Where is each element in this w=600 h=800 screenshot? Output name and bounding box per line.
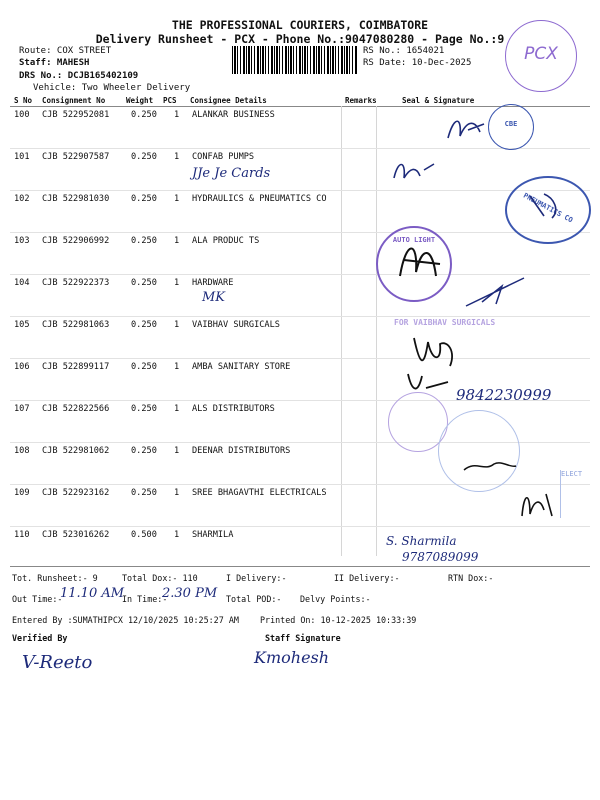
signature-row-103 <box>392 236 448 288</box>
row-divider <box>10 232 590 233</box>
pcx-logo-text: PCX <box>524 44 558 64</box>
signature-row-108 <box>462 456 518 476</box>
row-pcs: 1 <box>174 194 180 204</box>
row-sno: 103 <box>14 236 30 246</box>
col-pcs: PCS <box>163 96 177 105</box>
staff-signature: Kmohesh <box>254 648 330 667</box>
stamp-row-100 <box>488 104 534 150</box>
drs-number: DRS No.: DCJB165402109 <box>19 71 139 81</box>
row-weight: 0.500 <box>131 530 157 540</box>
stamp-row-109 <box>560 470 600 518</box>
runsheet-subtitle: Delivery Runsheet - PCX - Phone No.:9047080280 - Page No.:9 <box>95 32 505 46</box>
in-time-value: 2.30 PM <box>162 586 218 601</box>
row-consignment: CJB 522922373 <box>42 278 110 288</box>
route-label: Route: COX STREET <box>19 46 112 56</box>
signature-row-109 <box>516 486 556 522</box>
stamp-row-108 <box>438 410 520 492</box>
row-consignment: CJB 522906992 <box>42 236 110 246</box>
row-weight: 0.250 <box>131 110 157 120</box>
tot-runsheet: Tot. Runsheet:- 9 <box>12 573 98 583</box>
staff-label: Staff: MAHESH <box>19 58 90 68</box>
row-sno: 104 <box>14 278 30 288</box>
row-weight: 0.250 <box>131 362 157 372</box>
delvy-points: Delvy Points:- <box>300 594 371 604</box>
row-consignee: SREE BHAGAVTHI ELECTRICALS <box>192 488 327 498</box>
col-weight: Weight <box>126 96 154 105</box>
total-pod: Total POD:- <box>226 594 282 604</box>
signature-row-104 <box>462 272 528 312</box>
col-remarks: Remarks <box>345 96 377 105</box>
row-pcs: 1 <box>174 110 180 120</box>
stamp-row-105: FOR VAIBHAV SURGICALS <box>394 318 496 327</box>
row-consignee: ALANKAR BUSINESS <box>192 110 275 120</box>
row-consignment: CJB 522923162 <box>42 488 110 498</box>
stamp-text: AUTO LIGHT <box>392 236 436 244</box>
row-consignment: CJB 522981030 <box>42 194 110 204</box>
row-pcs: 1 <box>174 320 180 330</box>
row-consignee: AMBA SANITARY STORE <box>192 362 291 372</box>
ii-delivery: II Delivery:- <box>334 573 400 583</box>
rs-number: RS No.: 1654021 <box>363 46 445 56</box>
printed-on: Printed On: 10-12-2025 10:33:39 <box>260 615 417 625</box>
table-row <box>0 316 600 358</box>
signature-row-100 <box>444 112 488 144</box>
row-sno: 105 <box>14 320 30 330</box>
signature-row-105 <box>408 332 464 372</box>
row-weight: 0.250 <box>131 152 157 162</box>
handwritten-phone-row-110: 9787089099 <box>402 550 479 564</box>
in-time-label: In Time:- <box>122 594 168 604</box>
pcx-logo <box>505 20 577 92</box>
row-weight: 0.250 <box>131 446 157 456</box>
row-consignee: ALA PRODUC TS <box>192 236 260 246</box>
vehicle-label: Vehicle: Two Wheeler Delivery <box>33 83 191 93</box>
row-consignee: SHARMILA <box>192 530 234 540</box>
rs-date: RS Date: 10-Dec-2025 <box>363 58 472 68</box>
barcode <box>232 46 358 74</box>
stamp-text: PNEUMATICS CO <box>521 191 575 225</box>
row-pcs: 1 <box>174 446 180 456</box>
row-divider <box>10 190 590 191</box>
company-title: THE PROFESSIONAL COURIERS, COIMBATORE <box>171 18 429 32</box>
signature-row-101 <box>390 156 438 186</box>
stamp-text: ELECT <box>561 470 583 478</box>
col-consignment: Consignment No <box>42 96 106 105</box>
row-consignment: CJB 522981063 <box>42 320 110 330</box>
row-consignment: CJB 522907587 <box>42 152 110 162</box>
row-sno: 108 <box>14 446 30 456</box>
row-consignee: DEENAR DISTRIBUTORS <box>192 446 291 456</box>
i-delivery: I Delivery:- <box>226 573 287 583</box>
row-sno: 106 <box>14 362 30 372</box>
col-seal-signature: Seal & Signature <box>402 96 475 105</box>
row-weight: 0.250 <box>131 404 157 414</box>
row-consignment: CJB 522952081 <box>42 110 110 120</box>
handwritten-phone-row-107: 9842230999 <box>456 386 552 404</box>
row-consignee: CONFAB PUMPS <box>192 152 255 162</box>
row-weight: 0.250 <box>131 278 157 288</box>
staff-signature-label: Staff Signature <box>265 633 341 643</box>
row-weight: 0.250 <box>131 320 157 330</box>
table-row <box>0 232 600 274</box>
out-time-value: 11.10 AM <box>60 586 125 601</box>
row-pcs: 1 <box>174 152 180 162</box>
rtn-dox: RTN Dox:- <box>448 573 494 583</box>
row-pcs: 1 <box>174 362 180 372</box>
table-bottom-rule <box>10 566 590 567</box>
total-dox: Total Dox:- 110 <box>122 573 198 583</box>
row-pcs: 1 <box>174 404 180 414</box>
row-consignment: CJB 522981062 <box>42 446 110 456</box>
table-row <box>0 484 600 526</box>
row-pcs: 1 <box>174 236 180 246</box>
out-time-label: Out Time:- <box>12 594 63 604</box>
row-consignee: HARDWARE <box>192 278 234 288</box>
row-weight: 0.250 <box>131 194 157 204</box>
row-sno: 102 <box>14 194 30 204</box>
row-weight: 0.250 <box>131 488 157 498</box>
verified-by-label: Verified By <box>12 633 68 643</box>
row-consignment: CJB 522822566 <box>42 404 110 414</box>
handwritten-note-row-104: MK <box>202 290 226 305</box>
row-weight: 0.250 <box>131 236 157 246</box>
row-sno: 107 <box>14 404 30 414</box>
signature-row-106 <box>404 368 452 396</box>
row-pcs: 1 <box>174 530 180 540</box>
col-sno: S No <box>14 96 33 105</box>
row-divider <box>10 358 590 359</box>
verified-signature: V-Reeto <box>22 652 93 673</box>
entered-by: Entered By :SUMATHIPCX 12/10/2025 10:25:27 AM <box>12 615 239 625</box>
table-row <box>0 526 600 568</box>
row-consignee: VAIBHAV SURGICALS <box>192 320 280 330</box>
handwritten-name-row-110: S. Sharmila <box>386 534 457 548</box>
row-divider <box>10 316 590 317</box>
handwritten-note-row-101: JJe Je Cards <box>192 166 271 181</box>
col-consignee: Consignee Details <box>190 96 267 105</box>
signature-row-102 <box>524 188 564 224</box>
row-pcs: 1 <box>174 278 180 288</box>
stamp-text: CBE <box>504 120 518 128</box>
row-sno: 101 <box>14 152 30 162</box>
row-pcs: 1 <box>174 488 180 498</box>
row-consignee: HYDRAULICS & PNEUMATICS CO <box>192 194 327 204</box>
row-consignee: ALS DISTRIBUTORS <box>192 404 275 414</box>
row-consignment: CJB 522899117 <box>42 362 110 372</box>
row-sno: 110 <box>14 530 30 540</box>
row-sno: 100 <box>14 110 30 120</box>
row-divider <box>10 526 590 527</box>
table-row <box>0 148 600 190</box>
row-consignment: CJB 523016262 <box>42 530 110 540</box>
row-sno: 109 <box>14 488 30 498</box>
